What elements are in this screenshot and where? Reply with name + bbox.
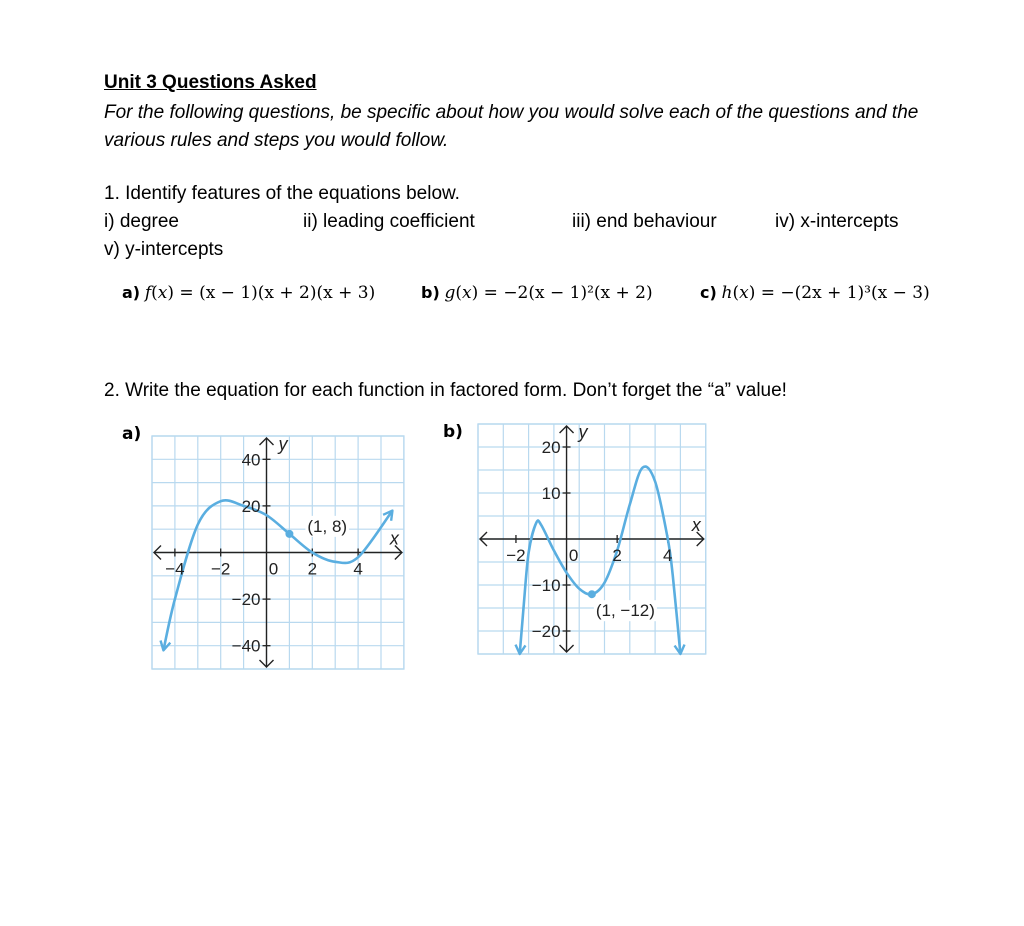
x-axis-label: x (691, 515, 701, 535)
graph-a-point (285, 530, 293, 538)
y-axis-label: y (578, 422, 588, 442)
y-tick-label: −40 (231, 636, 261, 656)
x-tick-label: 4 (353, 559, 363, 579)
equation-a-label: a) (122, 283, 141, 302)
y-tick-label: 10 (541, 484, 561, 503)
x-tick-label: 0 (568, 546, 579, 565)
equation-c: c) h(x) = −(2x + 1)³(x − 3) (700, 283, 930, 303)
y-tick-label: 20 (241, 496, 261, 516)
x-tick-label: −4 (165, 559, 185, 579)
graph-b-label: b) (443, 422, 463, 442)
point-label: (1, 8) (307, 516, 348, 536)
x-tick-label: 4 (663, 546, 673, 565)
equation-a: a) f(x) = (x − 1)(x + 2)(x + 3) (122, 283, 376, 303)
question-1-prompt: 1. Identify features of the equations below. (104, 183, 460, 204)
page-title: Unit 3 Questions Asked (104, 72, 317, 93)
x-axis-label: x (389, 528, 399, 549)
y-tick-label: −10 (531, 576, 561, 595)
x-tick-label: 2 (612, 546, 622, 565)
y-tick-label: −20 (531, 622, 561, 641)
feature-x-intercepts: iv) x-intercepts (775, 211, 899, 232)
equation-b-name: g (444, 283, 456, 303)
equation-c-label: c) (700, 283, 717, 302)
y-tick-label: 40 (241, 450, 261, 470)
point-label: (1, −12) (595, 601, 655, 621)
equation-b-expr: −2(x − 1)²(x + 2) (503, 283, 653, 303)
feature-y-intercepts: v) y-intercepts (104, 239, 224, 260)
x-tick-label: 2 (307, 559, 318, 579)
x-tick-label: −2 (506, 546, 526, 565)
y-tick-label: 20 (541, 438, 561, 457)
feature-degree: i) degree (104, 211, 179, 232)
graph-a-label: a) (122, 424, 142, 444)
equation-a-name: f (144, 283, 152, 303)
feature-end-behaviour: iii) end behaviour (572, 211, 717, 232)
equation-c-expr: −(2x + 1)³(x − 3) (780, 283, 930, 303)
y-axis-label: y (278, 434, 288, 454)
question-2-prompt: 2. Write the equation for each function in factored form. Don’t forget the “a” value! (104, 380, 787, 401)
feature-leading-coefficient: ii) leading coefficient (303, 211, 475, 232)
equation-a-expr: (x − 1)(x + 2)(x + 3) (199, 283, 376, 303)
y-tick-label: −20 (231, 590, 261, 610)
equation-b-label: b) (421, 283, 440, 302)
equation-b: b) g(x) = −2(x − 1)²(x + 2) (421, 283, 653, 303)
x-tick-label: −2 (211, 559, 231, 579)
x-tick-label: 0 (268, 559, 279, 579)
intro-text: For the following questions, be specific about how you would solve each of the questions and the various rules and steps you would follow. (104, 102, 919, 151)
graph-b-point (588, 590, 596, 598)
equation-c-name: h (721, 283, 733, 303)
graph-a (148, 432, 412, 672)
graph-b (474, 420, 710, 658)
